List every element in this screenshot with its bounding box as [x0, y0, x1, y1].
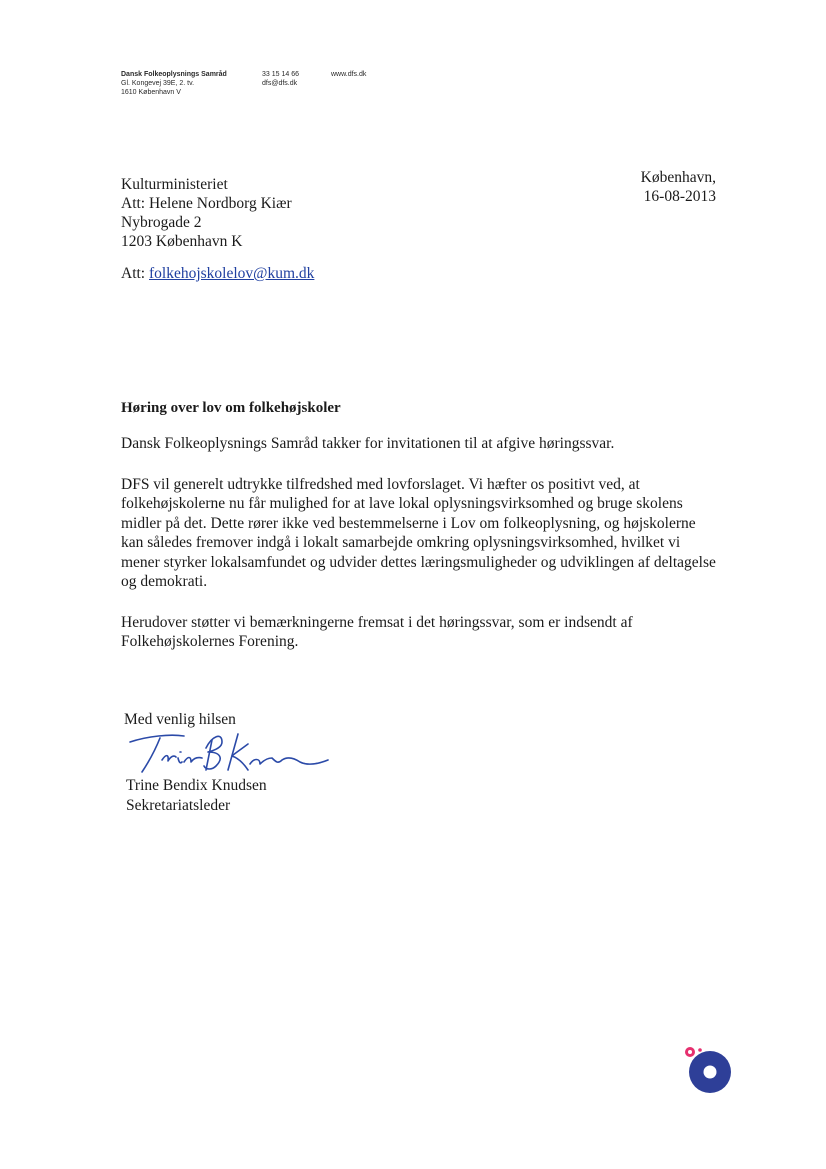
attention-line: [121, 265, 314, 283]
attention-email-link[interactable]: folkehojskolelov@kum.dk: [149, 265, 315, 282]
letter-subject: Høring over lov om folkehøjskoler: [121, 400, 341, 416]
body-paragraph-2: DFS vil generelt udtrykke tilfredshed med lovforslaget. Vi hæfter os positivt ved, at folkehøjskolerne nu får mulighed for at lave lokal oplysningsvirksomhed og bruge skolens midler på det. Dette rører ikke ved bestemmelserne i Lov om folkeoplysning, og højskolerne kan således fremover indgå i lokalt samarbejde omkring oplysningsvirksomhed, hvilket vi mener styrker lokalsamfundet og udvider dettes læringsmuligheder og udviklingen af deltagelse og demokrati.: [121, 475, 716, 590]
signer-block: [126, 776, 267, 816]
signer-name: Trine Bendix Knudsen: [126, 777, 267, 794]
signer-title: Sekretariatsleder: [126, 797, 231, 814]
letterhead-email: dfs@dfs.dk: [262, 80, 298, 87]
dfs-logo-icon: [682, 1044, 734, 1096]
letterhead-website: www.dfs.dk: [331, 71, 367, 78]
recipient-address: [121, 175, 292, 251]
date-value: 16-08-2013: [643, 188, 716, 205]
recipient-line4: 1203 København K: [121, 233, 243, 250]
closing-salutation: Med venlig hilsen: [124, 711, 236, 728]
letterhead-address: [121, 70, 227, 97]
recipient-line1: Kulturministeriet: [121, 176, 228, 193]
letterhead-address-line2: 1610 København V: [121, 89, 181, 96]
recipient-line2: Att: Helene Nordborg Kiær: [121, 195, 292, 212]
attention-prefix: Att:: [121, 265, 149, 282]
letterhead-phone: 33 15 14 66: [262, 71, 299, 78]
letter-date: [641, 168, 716, 206]
body-paragraph-3: Herudover støtter vi bemærkningerne fremsat i det høringssvar, som er indsendt af Folkehøjskolernes Forening.: [121, 613, 633, 650]
letterhead-org-name: Dansk Folkeoplysnings Samråd: [121, 71, 227, 78]
body-paragraph-1: Dansk Folkeoplysnings Samråd takker for invitationen til at afgive høringssvar.: [121, 435, 615, 452]
date-city: København,: [640, 169, 716, 186]
handwritten-signature: [126, 726, 336, 778]
letterhead-contact: [262, 70, 299, 88]
recipient-line3: Nybrogade 2: [121, 214, 202, 231]
letterhead-address-line1: Gl. Kongevej 39E, 2. tv.: [121, 80, 195, 87]
letter-body: [121, 434, 721, 673]
